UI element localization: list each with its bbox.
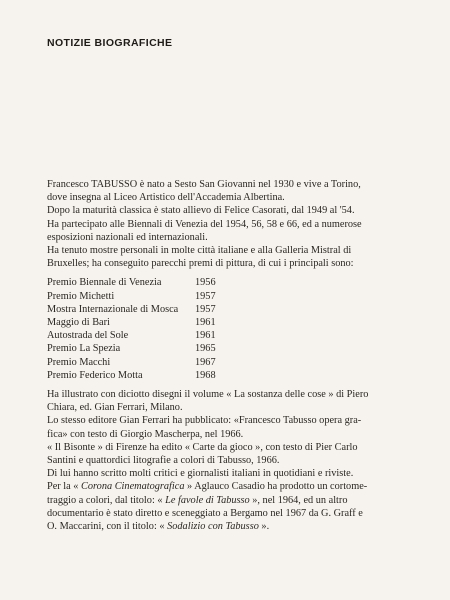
text-segment: », nel 1964, ed un altro <box>249 494 348 506</box>
prize-year: 1967 <box>195 356 216 368</box>
text-line: Bruxelles; ha conseguito parecchi premi di pittura, di cui i principali sono: <box>47 258 354 270</box>
text-segment: » Aglauco Casadio ha prodotto un cortome- <box>184 481 368 493</box>
text-line: documentario è stato diretto e sceneggiato a Bergamo nel 1967 da G. Graff e <box>47 507 363 519</box>
text-line: Chiara, ed. Gian Ferrari, Milano. <box>47 402 183 414</box>
prize-year: 1968 <box>195 369 216 381</box>
text-line <box>47 520 417 533</box>
text-line: Ha illustrato con diciotto disegni il volume « La sostanza delle cose » di Piero <box>47 389 369 401</box>
table-row <box>47 329 216 342</box>
prize-name: Maggio di Bari <box>47 317 110 329</box>
italic-title: Corona Cinematografica <box>81 481 185 493</box>
text-line: Ha partecipato alle Biennali di Venezia del 1954, 56, 58 e 66, ed a numerose <box>47 218 362 230</box>
table-row <box>47 290 216 303</box>
prize-year: 1956 <box>195 277 216 289</box>
text-line: « Il Bisonte » di Firenze ha edito « Carte da gioco », con testo di Pier Carlo <box>47 441 358 453</box>
text-line: Santini e quattordici litografie a colori di Tabusso, 1966. <box>47 455 280 467</box>
table-row <box>47 342 216 355</box>
text-line: Di lui hanno scritto molti critici e giornalisti italiani in quotidiani e riviste. <box>47 468 354 480</box>
text-line: Lo stesso editore Gian Ferrari ha pubblicato: «Francesco Tabusso opera gra- <box>47 415 362 427</box>
text-segment: Per la « <box>47 481 82 493</box>
prize-name: Premio Michetti <box>47 290 115 302</box>
italic-title: Le favole di Tabusso <box>165 494 250 506</box>
prize-name: Mostra Internazionale di Mosca <box>47 303 179 315</box>
prize-name: Premio Federico Motta <box>47 369 143 381</box>
table-row <box>47 369 216 382</box>
prize-year: 1957 <box>195 290 216 302</box>
text-line <box>47 480 417 493</box>
prize-name: Premio Macchi <box>47 356 111 368</box>
text-line <box>47 494 417 507</box>
text-line: Francesco TABUSSO è nato a Sesto San Giovanni nel 1930 e vive a Torino, <box>47 179 361 190</box>
text-segment: O. Maccarini, con il titolo: « <box>47 521 168 533</box>
page-heading: NOTIZIE BIOGRAFICHE <box>47 37 173 49</box>
italic-title: Sodalizio con Tabusso <box>167 521 259 533</box>
text-line: esposizioni nazionali ed internazionali. <box>47 231 208 243</box>
prize-name: Autostrada del Sole <box>47 330 129 342</box>
prize-year: 1961 <box>195 317 216 329</box>
text-segment: ». <box>258 521 270 533</box>
biography-text <box>47 178 417 533</box>
prize-year: 1961 <box>195 330 216 342</box>
prize-year: 1957 <box>195 303 216 315</box>
prize-year: 1965 <box>195 343 216 355</box>
text-line: Dopo la maturità classica è stato allievo di Felice Casorati, dal 1949 al '54. <box>47 205 355 217</box>
text-line: Ha tenuto mostre personali in molte città italiane e alla Galleria Mistral di <box>47 245 352 257</box>
text-line: fica» con testo di Giorgio Mascherpa, nel 1966. <box>47 428 244 440</box>
table-row <box>47 276 216 289</box>
text-segment: traggio a colori, dal titolo: « <box>47 494 166 506</box>
prize-name: Premio Biennale di Venezia <box>47 277 162 289</box>
prize-name: Premio La Spezia <box>47 343 121 355</box>
table-row <box>47 316 216 329</box>
table-row <box>47 303 216 316</box>
prizes-table <box>47 276 216 382</box>
text-line: dove insegna al Liceo Artistico dell'Accademia Albertina. <box>47 192 285 204</box>
table-row <box>47 356 216 369</box>
